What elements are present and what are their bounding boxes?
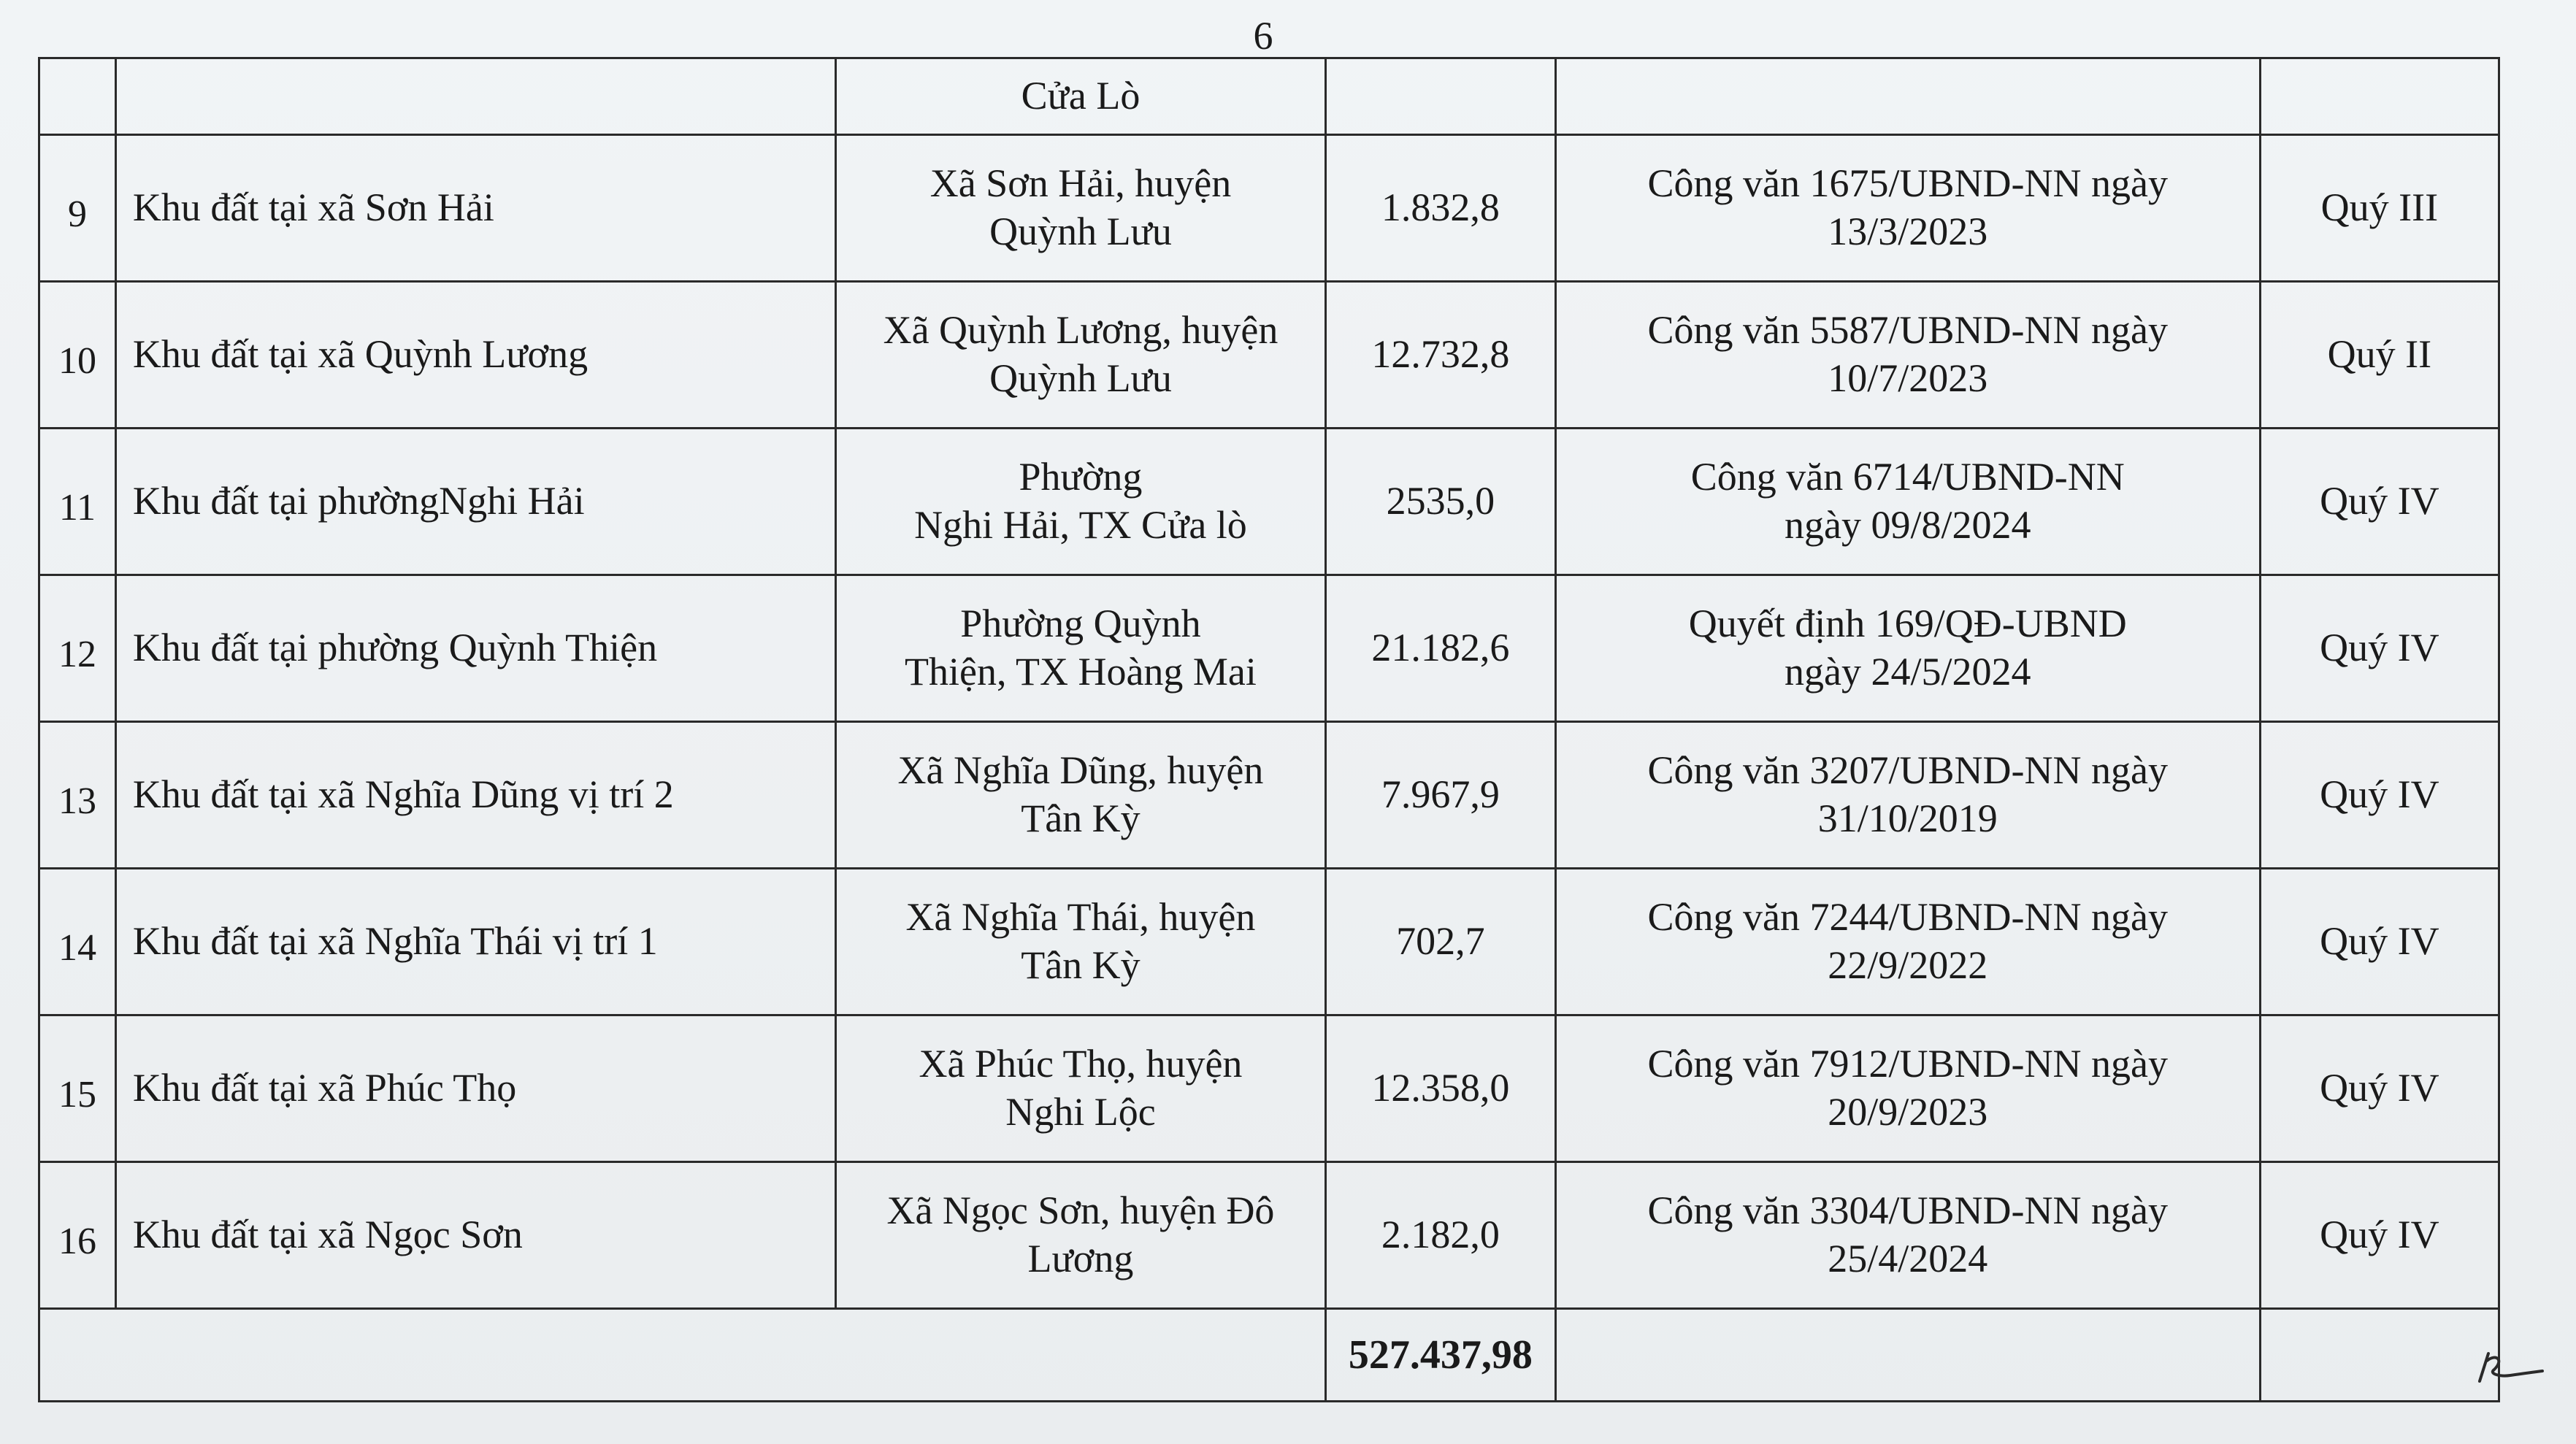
table-row bbox=[39, 429, 2499, 575]
location-line: Xã Phúc Thọ, huyện bbox=[919, 1042, 1243, 1086]
table-row bbox=[39, 1162, 2499, 1309]
document-line: 31/10/2019 bbox=[1817, 796, 1998, 840]
quarter-cell: Quý IV bbox=[2260, 869, 2499, 1015]
name-cell: Khu đất tại xã Quỳnh Lương bbox=[115, 282, 835, 429]
name-cell: Khu đất tại xã Sơn Hải bbox=[115, 135, 835, 282]
document-cell bbox=[1555, 869, 2260, 1015]
stt-number: 15 bbox=[58, 1074, 96, 1116]
location-line: Nghi Hải, TX Cửa lò bbox=[914, 503, 1247, 547]
name-cell: Khu đất tại xã Nghĩa Dũng vị trí 2 bbox=[115, 722, 835, 869]
stt-cell bbox=[39, 1015, 116, 1162]
document-cell bbox=[1555, 1162, 2260, 1309]
stt-number: 16 bbox=[58, 1221, 96, 1263]
stt-cell bbox=[39, 58, 116, 135]
document-cell bbox=[1555, 1015, 2260, 1162]
location-cell bbox=[835, 1162, 1325, 1309]
quarter-cell: Quý II bbox=[2260, 282, 2499, 429]
document-line: 10/7/2023 bbox=[1828, 356, 1988, 400]
stt-number: 11 bbox=[58, 487, 96, 529]
handwritten-initial-icon bbox=[2466, 1343, 2547, 1394]
location-line: Quỳnh Lưu bbox=[989, 210, 1172, 253]
location-line: Nghi Lộc bbox=[1005, 1090, 1156, 1134]
stt-cell bbox=[39, 135, 116, 282]
table-row bbox=[39, 722, 2499, 869]
area-cell: 12.732,8 bbox=[1326, 282, 1556, 429]
document-line: 22/9/2022 bbox=[1828, 943, 1988, 987]
table-row bbox=[39, 282, 2499, 429]
area-cell: 7.967,9 bbox=[1326, 722, 1556, 869]
stt-cell bbox=[39, 1162, 116, 1309]
area-cell: 12.358,0 bbox=[1326, 1015, 1556, 1162]
area-cell: 2.182,0 bbox=[1326, 1162, 1556, 1309]
quarter-cell: Quý IV bbox=[2260, 1015, 2499, 1162]
stt-cell bbox=[39, 575, 116, 722]
document-line: ngày 24/5/2024 bbox=[1784, 650, 2031, 694]
location-line: Tân Kỳ bbox=[1021, 796, 1141, 840]
table-row-continued bbox=[39, 58, 2499, 135]
document-cell bbox=[1555, 722, 2260, 869]
stt-number: 9 bbox=[67, 193, 87, 236]
area-cell bbox=[1326, 58, 1556, 135]
location-cell bbox=[835, 575, 1325, 722]
quarter-cell: Quý IV bbox=[2260, 1162, 2499, 1309]
document-line: ngày 09/8/2024 bbox=[1784, 503, 2031, 547]
document-line: Công văn 7912/UBND-NN ngày bbox=[1647, 1042, 2168, 1086]
document-line: 25/4/2024 bbox=[1828, 1237, 1988, 1280]
location-line: Thiện, TX Hoàng Mai bbox=[904, 650, 1257, 694]
name-cell: Khu đất tại xã Nghĩa Thái vị trí 1 bbox=[115, 869, 835, 1015]
document-line: 13/3/2023 bbox=[1828, 210, 1988, 253]
location-cell bbox=[835, 869, 1325, 1015]
document-cell bbox=[1555, 282, 2260, 429]
document-line: Công văn 1675/UBND-NN ngày bbox=[1647, 161, 2168, 206]
total-row bbox=[39, 1309, 2499, 1402]
name-cell: Khu đất tại phườngNghi Hải bbox=[115, 429, 835, 575]
total-document-cell bbox=[1555, 1309, 2260, 1402]
name-cell: Khu đất tại xã Phúc Thọ bbox=[115, 1015, 835, 1162]
document-line: Công văn 7244/UBND-NN ngày bbox=[1647, 895, 2168, 940]
location-cell bbox=[835, 282, 1325, 429]
table-row bbox=[39, 135, 2499, 282]
location-line: Xã Sơn Hải, huyện bbox=[929, 161, 1232, 206]
location-line: Lương bbox=[1027, 1237, 1134, 1280]
stt-cell bbox=[39, 429, 116, 575]
location-line: Tân Kỳ bbox=[1021, 943, 1141, 987]
document-cell bbox=[1555, 429, 2260, 575]
location-cell bbox=[835, 722, 1325, 869]
name-cell: Khu đất tại xã Ngọc Sơn bbox=[115, 1162, 835, 1309]
table-row bbox=[39, 1015, 2499, 1162]
quarter-cell: Quý IV bbox=[2260, 429, 2499, 575]
table-row bbox=[39, 575, 2499, 722]
document-cell bbox=[1555, 135, 2260, 282]
area-cell: 702,7 bbox=[1326, 869, 1556, 1015]
document-line: Công văn 3304/UBND-NN ngày bbox=[1647, 1188, 2168, 1233]
stt-cell bbox=[39, 282, 116, 429]
document-line: Quyết định 169/QĐ-UBND bbox=[1688, 602, 2127, 646]
quarter-cell: Quý IV bbox=[2260, 575, 2499, 722]
area-cell: 21.182,6 bbox=[1326, 575, 1556, 722]
land-plot-table bbox=[38, 57, 2500, 1402]
total-label-cell bbox=[39, 1309, 1326, 1402]
name-cell: Khu đất tại phường Quỳnh Thiện bbox=[115, 575, 835, 722]
quarter-cell: Quý IV bbox=[2260, 722, 2499, 869]
location-line: Quỳnh Lưu bbox=[989, 356, 1172, 400]
total-area-cell bbox=[1326, 1309, 1556, 1402]
location-cell bbox=[835, 429, 1325, 575]
area-cell: 1.832,8 bbox=[1326, 135, 1556, 282]
document-line: Công văn 6714/UBND-NN bbox=[1690, 455, 2125, 499]
location-cell bbox=[835, 58, 1325, 135]
area-cell: 2535,0 bbox=[1326, 429, 1556, 575]
location-line: Phường Quỳnh bbox=[960, 602, 1201, 646]
stt-number: 10 bbox=[58, 340, 96, 383]
quarter-cell bbox=[2260, 58, 2499, 135]
document-cell bbox=[1555, 58, 2260, 135]
location-line: Xã Quỳnh Lương, huyện bbox=[883, 308, 1279, 353]
location-line: Phường bbox=[1019, 455, 1143, 499]
total-quarter-cell bbox=[2260, 1309, 2499, 1402]
stt-number: 12 bbox=[58, 634, 96, 676]
quarter-cell: Quý III bbox=[2260, 135, 2499, 282]
location-line: Xã Nghĩa Dũng, huyện bbox=[897, 748, 1264, 793]
document-line: 20/9/2023 bbox=[1828, 1090, 1988, 1134]
stt-cell bbox=[39, 722, 116, 869]
location-cell bbox=[835, 1015, 1325, 1162]
location-line: Cửa Lò bbox=[1021, 74, 1141, 118]
document-line: Công văn 3207/UBND-NN ngày bbox=[1647, 748, 2168, 793]
location-line: Xã Ngọc Sơn, huyện Đô bbox=[886, 1188, 1275, 1233]
total-area-value: 527.437,98 bbox=[1348, 1332, 1533, 1378]
document-line: Công văn 5587/UBND-NN ngày bbox=[1647, 308, 2168, 353]
location-cell bbox=[835, 135, 1325, 282]
name-cell bbox=[115, 58, 835, 135]
table-row bbox=[39, 869, 2499, 1015]
document-cell bbox=[1555, 575, 2260, 722]
stt-number: 13 bbox=[58, 780, 96, 823]
page-number: 6 bbox=[1253, 14, 1273, 58]
location-line: Xã Nghĩa Thái, huyện bbox=[905, 895, 1256, 940]
stt-cell bbox=[39, 869, 116, 1015]
stt-number: 14 bbox=[58, 927, 96, 969]
